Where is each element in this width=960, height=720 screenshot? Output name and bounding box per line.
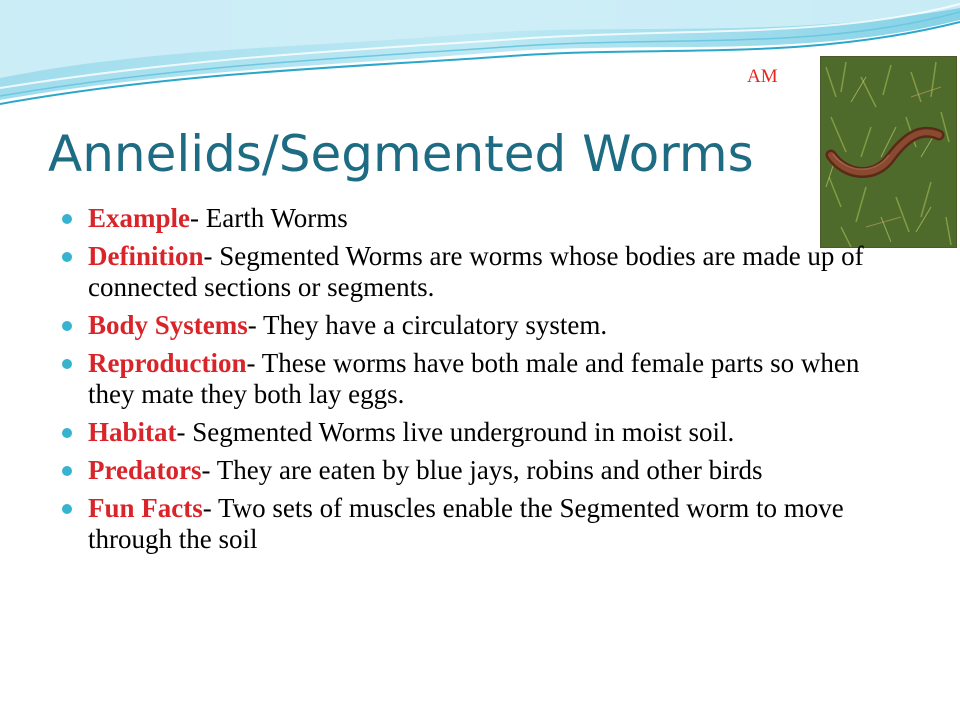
- bullet-list: [62, 203, 877, 562]
- bullet-icon: [62, 428, 72, 438]
- bullet-text: - Two sets of muscles enable the Segmented worm to move through the soil: [88, 493, 844, 554]
- bullet-icon: [62, 321, 72, 331]
- bullet-text: - Segmented Worms are worms whose bodies are made up of connected sections or segments.: [88, 241, 864, 302]
- list-item: [62, 348, 877, 410]
- bullet-term: Habitat: [88, 417, 177, 447]
- bullet-text: - These worms have both male and female parts so when they mate they both lay eggs.: [88, 348, 860, 409]
- bullet-term: Predators: [88, 455, 202, 485]
- bullet-icon: [62, 359, 72, 369]
- bullet-text: - Earth Worms: [190, 203, 348, 233]
- bullet-icon: [62, 252, 72, 262]
- bullet-term: Reproduction: [88, 348, 247, 378]
- bullet-term: Definition: [88, 241, 204, 271]
- author-initials: AM: [747, 66, 778, 87]
- bullet-icon: [62, 504, 72, 514]
- bullet-icon: [62, 466, 72, 476]
- slide-title: Annelids/Segmented Worms: [48, 125, 754, 183]
- list-item: [62, 241, 877, 303]
- header-wave-decoration: [0, 0, 960, 110]
- bullet-text: - They have a circulatory system.: [247, 310, 608, 340]
- list-item: [62, 455, 877, 486]
- bullet-term: Example: [88, 203, 191, 233]
- bullet-text: - They are eaten by blue jays, robins and other birds: [201, 455, 763, 485]
- bullet-term: Body Systems: [88, 310, 248, 340]
- list-item: [62, 417, 877, 448]
- bullet-icon: [62, 214, 72, 224]
- bullet-term: Fun Facts: [88, 493, 203, 523]
- bullet-text: - Segmented Worms live underground in moist soil.: [176, 417, 735, 447]
- list-item: [62, 203, 877, 234]
- list-item: [62, 493, 877, 555]
- list-item: [62, 310, 877, 341]
